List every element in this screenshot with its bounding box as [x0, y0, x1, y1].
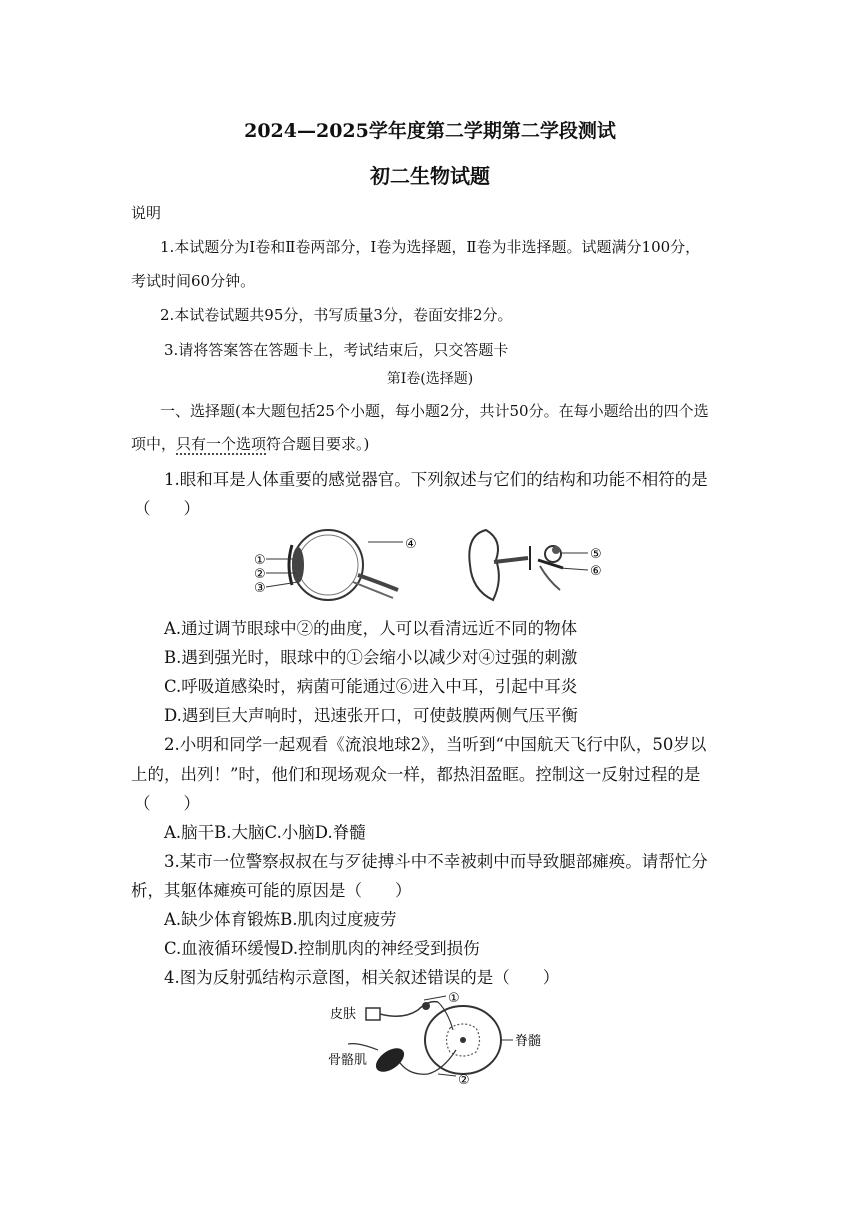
section-title: 第Ⅰ卷(选择题)	[386, 371, 474, 387]
section-intro-line2	[131, 433, 369, 454]
q4-stem: 4.图为反射弧结构示意图，相关叙述错误的是（ ）	[164, 968, 560, 987]
q3-options-ab: A.缺少体育锻炼B.肌肉过度疲劳	[164, 910, 397, 929]
q1-option-d: D.遇到巨大声响时，迅速张开口，可使鼓膜两侧气压平衡	[164, 706, 578, 725]
eye-ear-figure	[248, 520, 628, 610]
ear-label-5: ⑤	[590, 547, 602, 562]
q3-options-cd: C.血液循环缓慢D.控制肌肉的神经受到损伤	[164, 939, 480, 958]
instruction-3: 3.请将答案答在答题卡上，考试结束后，只交答题卡	[164, 341, 509, 359]
q3-stem-line2: 析，其躯体瘫痪可能的原因是（ ）	[131, 881, 412, 900]
q2-options: A.脑干B.大脑C.小脑D.脊髓	[164, 823, 366, 842]
instruction-1-line2: 考试时间60分钟。	[131, 272, 256, 290]
instruction-2: 2.本试卷试题共95分，书写质量3分，卷面安排2分。	[160, 306, 513, 324]
intro-text-a: 项中，	[131, 435, 177, 453]
q3-stem-line1: 3.某市一位警察叔叔在与歹徒搏斗中不幸被刺中而导致腿部瘫痪。请帮忙分	[164, 852, 708, 871]
eye-label-2: ②	[254, 567, 266, 582]
q2-stem-line2: 上的，出列！”时，他们和现场观众一样，都热泪盈眶。控制这一反射过程的是	[131, 765, 701, 784]
q1-option-a: A.通过调节眼球中②的曲度，人可以看清远近不同的物体	[164, 619, 578, 638]
eye-label-3: ③	[254, 581, 266, 596]
label-skin: 皮肤	[330, 1007, 357, 1022]
q2-stem-line3: （ ）	[134, 794, 200, 813]
q1-stem-line1: 1.眼和耳是人体重要的感觉器官。下列叙述与它们的结构和功能不相符的是	[164, 470, 708, 489]
instructions-label: 说明	[131, 204, 162, 222]
q2-stem-line1: 2.小明和同学一起观看《流浪地球2》，当听到“中国航天飞行中队，50岁以	[164, 735, 707, 754]
eye-label-4: ④	[405, 537, 417, 552]
intro-text-c: 符合题目要求。)	[266, 435, 370, 453]
q1-stem-line2: （ ）	[134, 499, 200, 518]
label-1: ①	[448, 991, 460, 1006]
label-2: ②	[458, 1073, 470, 1088]
instruction-1-line1: 1.本试题分为Ⅰ卷和Ⅱ卷两部分，Ⅰ卷为选择题，Ⅱ卷为非选择题。试题满分100分，	[160, 238, 701, 256]
ear-label-6: ⑥	[590, 564, 602, 579]
exam-subtitle: 初二生物试题	[370, 164, 490, 188]
exam-title: 2024—2025学年度第二学期第二学段测试	[244, 120, 616, 142]
q1-option-c: C.呼吸道感染时，病菌可能通过⑥进入中耳，引起中耳炎	[164, 677, 578, 696]
intro-text-emphasis: 只有一个选项	[176, 435, 267, 453]
ear-diagram	[469, 530, 588, 600]
label-skeletal-muscle: 骨骼肌	[328, 1053, 368, 1068]
eye-diagram	[266, 530, 403, 600]
reflex-arc-diagram	[348, 996, 513, 1077]
section-intro-line1: 一、选择题(本大题包括25个小题，每小题2分，共计50分。在每小题给出的四个选	[160, 402, 709, 420]
label-spinal-cord: 脊髓	[515, 1034, 542, 1049]
reflex-arc-figure	[328, 990, 558, 1090]
eye-label-1: ①	[254, 553, 266, 568]
q1-option-b: B.遇到强光时，眼球中的①会缩小以减少对④过强的刺激	[164, 648, 578, 667]
